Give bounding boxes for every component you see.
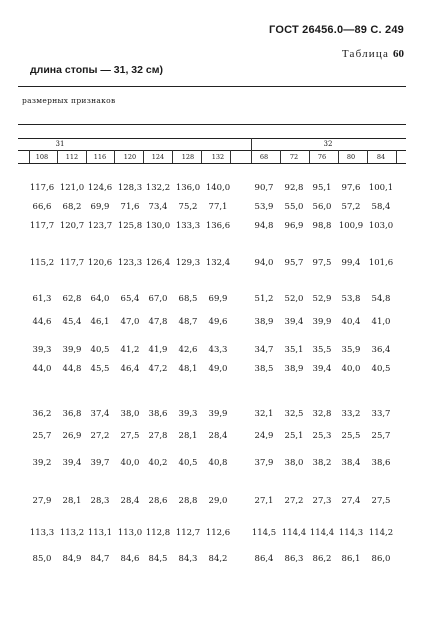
table-cell: 66,6 (32, 202, 52, 212)
table-cell: 35,9 (341, 345, 361, 355)
column-header: 112 (65, 153, 79, 161)
table-cell: 38,0 (120, 409, 140, 419)
table-cell: 32,8 (312, 409, 332, 419)
table-cell: 47,8 (148, 317, 168, 327)
table-cell: 86,2 (312, 554, 332, 564)
table-cell: 84,6 (120, 554, 140, 564)
table-cell: 113,0 (117, 528, 143, 538)
table-cell: 52,9 (312, 294, 332, 304)
table-cell: 48,1 (178, 364, 198, 374)
table-cell: 133,3 (175, 221, 201, 231)
table-cell: 28,6 (148, 496, 168, 506)
table-cell: 94,0 (254, 258, 274, 268)
table-cell: 34,7 (254, 345, 274, 355)
table-cell: 121,0 (59, 183, 85, 193)
table-cell: 35,5 (312, 345, 332, 355)
column-header: 128 (181, 153, 195, 161)
table-cell: 96,9 (284, 221, 304, 231)
table-cell: 126,4 (145, 258, 171, 268)
table-cell: 86,3 (284, 554, 304, 564)
table-cell: 117,7 (29, 221, 55, 231)
table-cell: 41,2 (120, 345, 140, 355)
table-cell: 53,9 (254, 202, 274, 212)
table-cell: 39,2 (32, 458, 52, 468)
table-cell: 115,2 (29, 258, 55, 268)
table-cell: 40,0 (341, 364, 361, 374)
table-cell: 37,9 (254, 458, 274, 468)
table-cell: 84,7 (90, 554, 110, 564)
table-cell: 140,0 (205, 183, 231, 193)
table-cell: 112,7 (175, 528, 201, 538)
table-cell: 84,3 (178, 554, 198, 564)
table-cell: 43,3 (208, 345, 228, 355)
table-cell: 54,8 (371, 294, 391, 304)
table-cell: 103,0 (368, 221, 394, 231)
table-cell: 27,3 (312, 496, 332, 506)
table-cell: 100,9 (338, 221, 364, 231)
table-cell: 56,0 (312, 202, 332, 212)
column-header: 116 (93, 153, 107, 161)
table-cell: 44,8 (62, 364, 82, 374)
table-cell: 40,4 (341, 317, 361, 327)
table-cell: 125,8 (117, 221, 143, 231)
table-cell: 52,0 (284, 294, 304, 304)
table-cell: 40,0 (120, 458, 140, 468)
table-cell: 36,2 (32, 409, 52, 419)
table-cell: 114,3 (338, 528, 364, 538)
table-cell: 73,4 (148, 202, 168, 212)
table-cell: 46,1 (90, 317, 110, 327)
table-cell: 32,5 (284, 409, 304, 419)
table-cell: 39,3 (32, 345, 52, 355)
table-cell: 49,6 (208, 317, 228, 327)
table-cell: 45,5 (90, 364, 110, 374)
table-cell: 29,0 (208, 496, 228, 506)
table-cell: 46,4 (120, 364, 140, 374)
table-subtitle: длина стопы — 31, 32 см) (30, 64, 164, 76)
column-separator (396, 150, 397, 163)
table-cell: 39,4 (62, 458, 82, 468)
table-cell: 39,9 (62, 345, 82, 355)
table-cell: 39,4 (284, 317, 304, 327)
column-header: 80 (346, 153, 356, 161)
table-cell: 25,5 (341, 431, 361, 441)
column-caption: размерных признаков (22, 96, 116, 105)
table-cell: 85,0 (32, 554, 52, 564)
column-header: 124 (151, 153, 165, 161)
table-cell: 28,8 (178, 496, 198, 506)
table-cell: 84,9 (62, 554, 82, 564)
table-cell: 95,1 (312, 183, 332, 193)
table-cell: 132,2 (145, 183, 171, 193)
table-cell: 136,0 (175, 183, 201, 193)
table-cell: 28,3 (90, 496, 110, 506)
table-cell: 40,8 (208, 458, 228, 468)
table-cell: 27,5 (371, 496, 391, 506)
table-cell: 25,1 (284, 431, 304, 441)
table-cell: 112,6 (205, 528, 231, 538)
table-cell: 129,3 (175, 258, 201, 268)
table-cell: 136,6 (205, 221, 231, 231)
table-cell: 44,6 (32, 317, 52, 327)
table-cell: 38,9 (254, 317, 274, 327)
table-cell: 65,4 (120, 294, 140, 304)
table-cell: 75,2 (178, 202, 198, 212)
table-cell: 68,2 (62, 202, 82, 212)
table-cell: 27,1 (254, 496, 274, 506)
column-header: 132 (211, 153, 225, 161)
table-cell: 40,2 (148, 458, 168, 468)
table-cell: 41,9 (148, 345, 168, 355)
table-cell: 39,4 (312, 364, 332, 374)
table-cell: 40,5 (371, 364, 391, 374)
table-cell: 28,1 (178, 431, 198, 441)
table-cell: 25,3 (312, 431, 332, 441)
table-cell: 77,1 (208, 202, 228, 212)
table-cell: 48,7 (178, 317, 198, 327)
table-cell: 25,7 (371, 431, 391, 441)
table-cell: 86,0 (371, 554, 391, 564)
table-cell: 27,8 (148, 431, 168, 441)
table-cell: 26,9 (62, 431, 82, 441)
table-cell: 124,6 (87, 183, 113, 193)
column-header: 84 (376, 153, 386, 161)
table-cell: 33,7 (371, 409, 391, 419)
table-cell: 130,0 (145, 221, 171, 231)
table-cell: 42,6 (178, 345, 198, 355)
table-cell: 38,2 (312, 458, 332, 468)
table-cell: 38,9 (284, 364, 304, 374)
table-cell: 27,5 (120, 431, 140, 441)
table-cell: 38,5 (254, 364, 274, 374)
table-cell: 27,2 (90, 431, 110, 441)
table-cell: 99,4 (341, 258, 361, 268)
table-cell: 112,8 (145, 528, 171, 538)
subheader-rule (18, 150, 406, 151)
top-rule (18, 86, 406, 87)
group-label-32: 32 (323, 140, 333, 148)
table-cell: 35,1 (284, 345, 304, 355)
table-cell: 41,0 (371, 317, 391, 327)
table-cell: 51,2 (254, 294, 274, 304)
table-cell: 38,4 (341, 458, 361, 468)
table-cell: 36,8 (62, 409, 82, 419)
table-cell: 86,4 (254, 554, 274, 564)
table-cell: 114,2 (368, 528, 394, 538)
table-cell: 92,8 (284, 183, 304, 193)
table-cell: 38,6 (148, 409, 168, 419)
table-cell: 120,6 (87, 258, 113, 268)
table-cell: 61,3 (32, 294, 52, 304)
table-cell: 47,0 (120, 317, 140, 327)
table-cell: 53,8 (341, 294, 361, 304)
table-caption (342, 48, 404, 60)
table-cell: 101,6 (368, 258, 394, 268)
group-label-31: 31 (55, 140, 65, 148)
table-cell: 38,6 (371, 458, 391, 468)
column-header: 120 (123, 153, 137, 161)
table-cell: 120,7 (59, 221, 85, 231)
table-cell: 38,0 (284, 458, 304, 468)
table-cell: 94,8 (254, 221, 274, 231)
table-cell: 25,7 (32, 431, 52, 441)
table-cell: 62,8 (62, 294, 82, 304)
table-word: Таблица (341, 48, 390, 60)
table-cell: 27,4 (341, 496, 361, 506)
table-cell: 47,2 (148, 364, 168, 374)
table-cell: 97,5 (312, 258, 332, 268)
table-cell: 95,7 (284, 258, 304, 268)
table-cell: 57,2 (341, 202, 361, 212)
table-cell: 55,0 (284, 202, 304, 212)
table-cell: 98,8 (312, 221, 332, 231)
table-cell: 39,9 (208, 409, 228, 419)
table-cell: 123,3 (117, 258, 143, 268)
table-cell: 84,2 (208, 554, 228, 564)
table-cell: 27,9 (32, 496, 52, 506)
page-header: ГОСТ 26456.0—89 С. 249 (269, 24, 404, 36)
column-header: 68 (259, 153, 269, 161)
table-number: 60 (393, 48, 404, 60)
table-cell: 132,4 (205, 258, 231, 268)
table-cell: 49,0 (208, 364, 228, 374)
table-cell: 128,3 (117, 183, 143, 193)
table-cell: 33,2 (341, 409, 361, 419)
table-cell: 71,6 (120, 202, 140, 212)
table-cell: 117,7 (59, 258, 85, 268)
table-cell: 117,6 (29, 183, 55, 193)
table-cell: 40,5 (178, 458, 198, 468)
table-cell: 97,6 (341, 183, 361, 193)
table-cell: 90,7 (254, 183, 274, 193)
table-cell: 28,1 (62, 496, 82, 506)
table-cell: 84,5 (148, 554, 168, 564)
table-cell: 45,4 (62, 317, 82, 327)
table-cell: 100,1 (368, 183, 394, 193)
column-header: 108 (35, 153, 49, 161)
column-header: 76 (317, 153, 327, 161)
table-cell: 113,2 (59, 528, 85, 538)
table-cell: 40,5 (90, 345, 110, 355)
table-cell: 28,4 (208, 431, 228, 441)
rule-2 (18, 138, 406, 139)
table-cell: 39,7 (90, 458, 110, 468)
table-cell: 69,9 (90, 202, 110, 212)
rule-1 (18, 124, 406, 125)
table-cell: 68,5 (178, 294, 198, 304)
table-cell: 37,4 (90, 409, 110, 419)
table-cell: 39,9 (312, 317, 332, 327)
table-cell: 44,0 (32, 364, 52, 374)
table-cell: 86,1 (341, 554, 361, 564)
table-cell: 27,2 (284, 496, 304, 506)
table-cell: 113,1 (87, 528, 113, 538)
table-cell: 114,5 (251, 528, 277, 538)
table-cell: 114,4 (309, 528, 335, 538)
table-cell: 69,9 (208, 294, 228, 304)
table-cell: 28,4 (120, 496, 140, 506)
table-cell: 123,7 (87, 221, 113, 231)
table-cell: 113,3 (29, 528, 55, 538)
table-cell: 24,9 (254, 431, 274, 441)
table-cell: 58,4 (371, 202, 391, 212)
table-cell: 64,0 (90, 294, 110, 304)
column-header: 72 (289, 153, 299, 161)
table-cell: 67,0 (148, 294, 168, 304)
table-cell: 36,4 (371, 345, 391, 355)
table-cell: 114,4 (281, 528, 307, 538)
header-bottom-rule (18, 163, 406, 164)
table-cell: 39,3 (178, 409, 198, 419)
table-cell: 32,1 (254, 409, 274, 419)
